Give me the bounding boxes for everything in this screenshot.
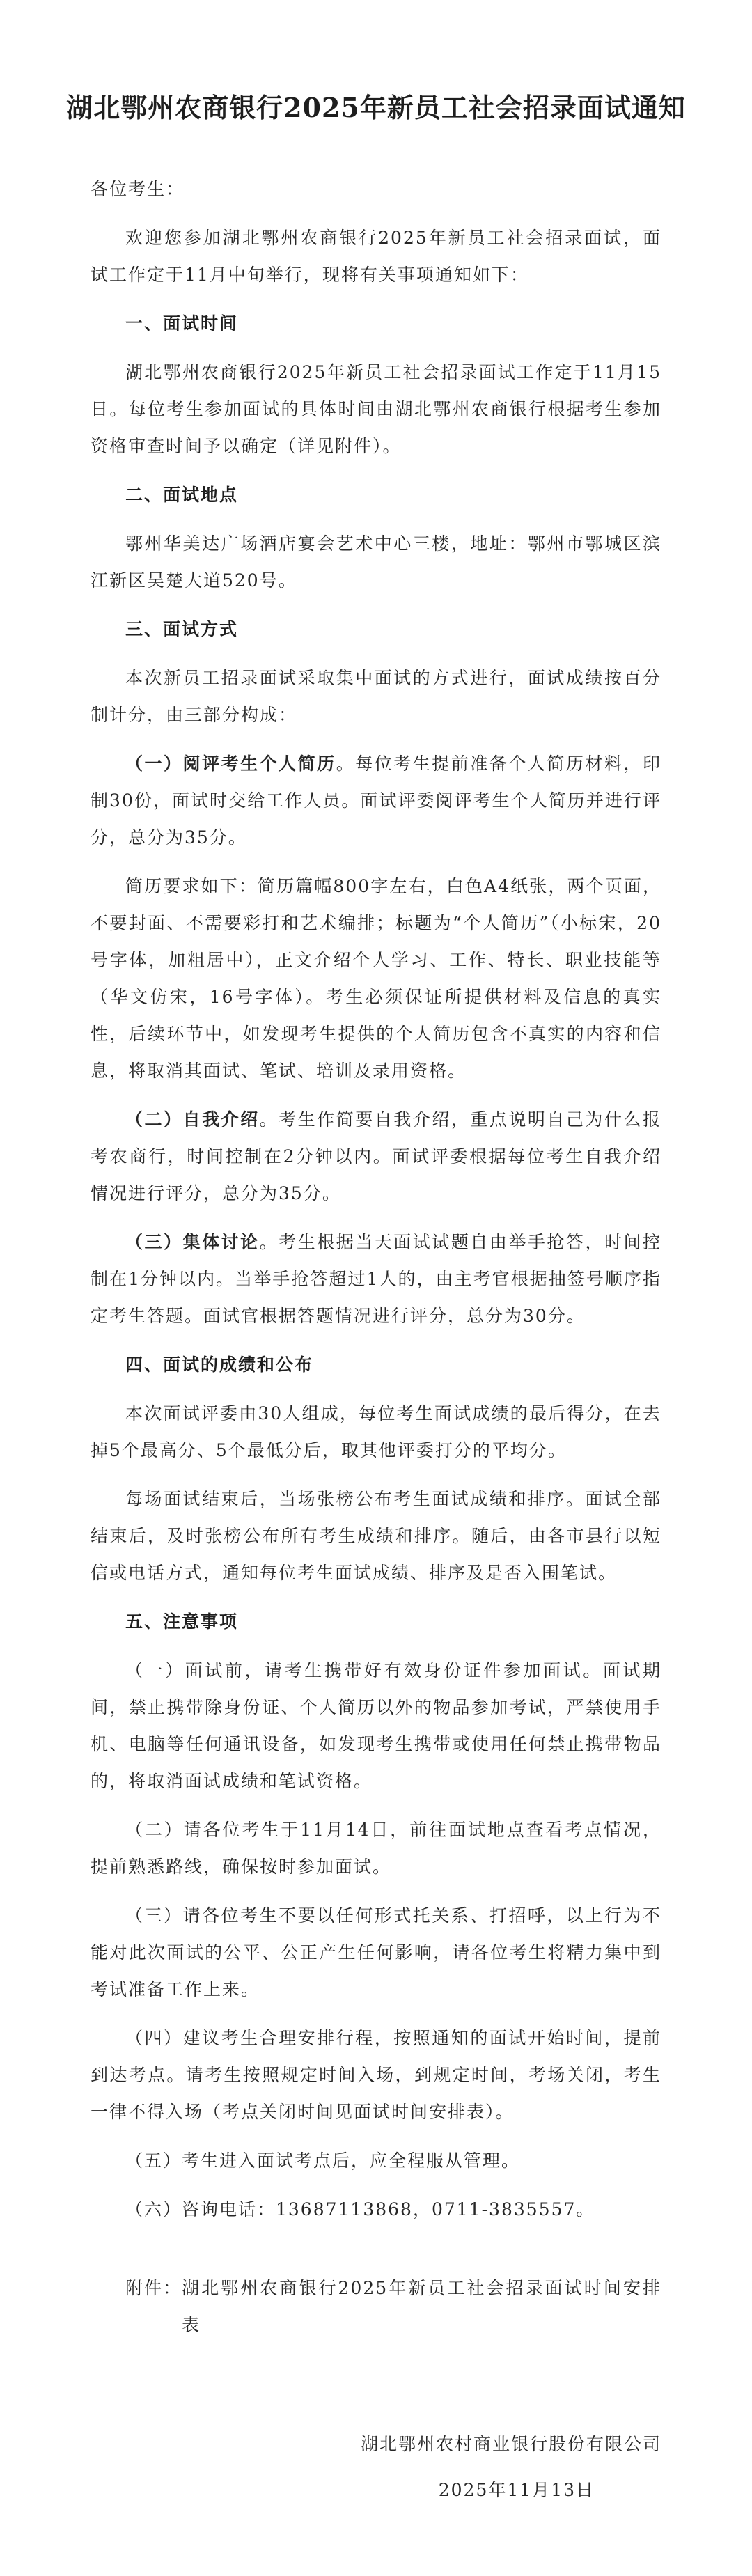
method-part-resume-text: 。每位考生提前准备个人简历材料，印制30份，面试时交给工作人员。面试评委阅评考生个人简历并进行评分，总分为35分。 bbox=[91, 754, 661, 848]
section-results-text-2: 每场面试结束后，当场张榜公布考生面试成绩和排序。面试全部结束后，及时张榜公布所有考生成绩和排序。随后，由各市县行以短信或电话方式，通知每位考生面试成绩、排序及是否入围笔试。 bbox=[91, 1489, 661, 1583]
section-location-text: 鄂州华美达广场酒店宴会艺术中心三楼，地址：鄂州市鄂城区滨江新区吴楚大道520号。 bbox=[91, 533, 661, 591]
method-part-intro bbox=[91, 1101, 661, 1212]
section-method-text: 本次新员工招录面试采取集中面试的方式进行，面试成绩按百分制计分，由三部分构成： bbox=[91, 668, 661, 725]
note-item: （四）建议考生合理安排行程，按照通知的面试开始时间，提前到达考点。请考生按照规定时间入场，到规定时间，考场关闭，考生一律不得入场（考点关闭时间见面试时间安排表）。 bbox=[91, 2028, 661, 2122]
resume-requirements: 简历要求如下：简历篇幅800字左右，白色A4纸张，两个页面，不要封面、不需要彩打和艺术编排；标题为“个人简历”（小标宋，20号字体，加粗居中），正文介绍个人学习、工作、特长、职业技能等（华文仿宋，16号字体）。考生必须保证所提供材料及信息的真实性，后续环节中，如发现考生提供的个人简历包含不真实的内容和信息，将取消其面试、笔试、培训及录用资格。 bbox=[91, 876, 661, 1081]
method-part-intro-text: 。考生作简要自我介绍，重点说明自己为什么报考农商行，时间控制在2分钟以内。面试评委根据每位考生自我介绍情况进行评分，总分为35分。 bbox=[91, 1109, 661, 1203]
section-heading-results: 四、面试的成绩和公布 bbox=[125, 1355, 314, 1375]
signature-date: 2025年11月13日 bbox=[438, 2480, 595, 2500]
notice-body bbox=[91, 171, 661, 2343]
signature-org: 湖北鄂州农村商业银行股份有限公司 bbox=[360, 2434, 661, 2454]
method-part-discussion-label: （三）集体讨论 bbox=[125, 1232, 260, 1252]
salutation: 各位考生： bbox=[91, 179, 185, 199]
method-part-discussion-text: 。考生根据当天面试试题自由举手抢答，时间控制在1分钟以内。当举手抢答超过1人的，由主考官根据抽签号顺序指定考生答题。面试官根据答题情况进行评分，总分为30分。 bbox=[91, 1232, 661, 1326]
note-item-contact: （六）咨询电话：13687113868，0711-3835557。 bbox=[125, 2199, 595, 2219]
section-heading-notes: 五、注意事项 bbox=[125, 1611, 239, 1632]
method-part-resume bbox=[91, 745, 661, 856]
section-time-text: 湖北鄂州农商银行2025年新员工社会招录面试工作定于11月15日。每位考生参加面试的具体时间由湖北鄂州农商银行根据考生参加资格审查时间予以确定（详见附件）。 bbox=[91, 362, 661, 456]
attachment bbox=[91, 2270, 661, 2343]
section-heading-location: 二、面试地点 bbox=[125, 485, 239, 505]
intro-paragraph: 欢迎您参加湖北鄂州农商银行2025年新员工社会招录面试，面试工作定于11月中旬举行，现将有关事项通知如下： bbox=[91, 228, 661, 285]
attachment-label: 附件： bbox=[125, 2278, 182, 2298]
method-part-intro-label: （二）自我介绍 bbox=[125, 1109, 260, 1130]
method-part-discussion bbox=[91, 1224, 661, 1334]
attachment-link[interactable]: 湖北鄂州农商银行2025年新员工社会招录面试时间安排表 bbox=[182, 2278, 661, 2335]
section-results-text-1: 本次面试评委由30人组成，每位考生面试成绩的最后得分，在去掉5个最高分、5个最低分后，取其他评委打分的平均分。 bbox=[91, 1403, 661, 1460]
section-heading-method: 三、面试方式 bbox=[125, 619, 239, 639]
section-heading-time: 一、面试时间 bbox=[125, 313, 239, 334]
note-item: （二）请各位考生于11月14日，前往面试地点查看考点情况，提前熟悉路线，确保按时参加面试。 bbox=[91, 1820, 661, 1877]
note-item: （五）考生进入面试考点后，应全程服从管理。 bbox=[125, 2150, 521, 2171]
note-item: （一）面试前，请考生携带好有效身份证件参加面试。面试期间，禁止携带除身份证、个人简历以外的物品参加考试，严禁使用手机、电脑等任何通讯设备，如发现考生携带或使用任何禁止携带物品的，将取消面试成绩和笔试资格。 bbox=[91, 1660, 661, 1791]
note-item: （三）请各位考生不要以任何形式托关系、打招呼，以上行为不能对此次面试的公平、公正产生任何影响，请各位考生将精力集中到考试准备工作上来。 bbox=[91, 1905, 661, 1999]
method-part-resume-label: （一）阅评考生个人简历 bbox=[125, 754, 336, 774]
page-title: 湖北鄂州农商银行2025年新员工社会招录面试通知 bbox=[66, 92, 686, 123]
